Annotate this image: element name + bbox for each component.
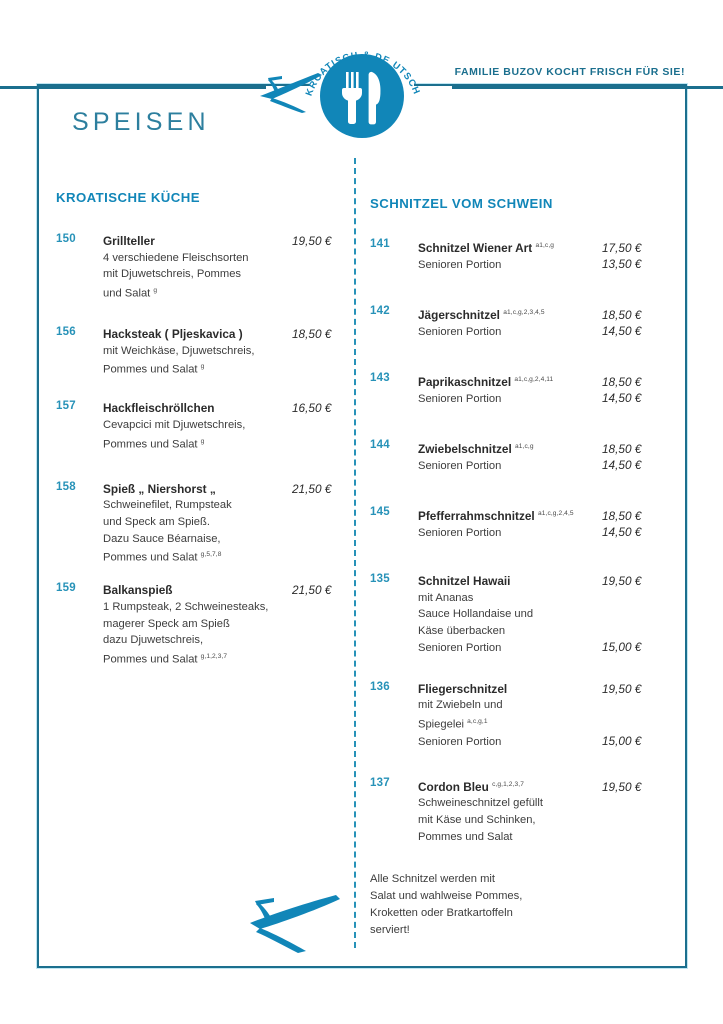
item-name: Balkanspieß xyxy=(103,583,173,598)
item-desc-line: mit Djuwetschreis, Pommes xyxy=(103,268,242,281)
item-name xyxy=(418,439,540,457)
item-number: 157 xyxy=(56,400,76,413)
item-desc-line xyxy=(418,714,660,733)
allergen-sup: a1,c,g xyxy=(535,242,555,249)
item-desc-line: Schweineschnitzel gefüllt xyxy=(418,797,543,810)
item-name xyxy=(418,506,580,524)
menu-item[interactable] xyxy=(56,481,346,567)
item-desc-line: und Speck am Spieß. xyxy=(103,515,210,528)
allergen-sup: a1,c,g,2,3,4,5 xyxy=(503,309,545,317)
menu-item[interactable] xyxy=(56,400,346,452)
glider-plane-decoration-icon xyxy=(240,893,350,955)
item-price: 19,50 € xyxy=(602,779,642,794)
item-price: 18,50 € xyxy=(602,307,642,322)
item-desc-text: Pommes und Salat xyxy=(103,363,198,376)
senior-portion-price: 14,50 € xyxy=(602,324,642,339)
left-column xyxy=(56,190,346,682)
allergen-sup: g,5,7,8 xyxy=(200,551,222,559)
menu-item[interactable] xyxy=(56,582,346,668)
note-line: Alle Schnitzel werden mit xyxy=(370,873,495,886)
item-price: 18,50 € xyxy=(602,508,642,523)
item-name-text: Zwiebelschnitzel xyxy=(418,441,512,456)
senior-portion-price: 14,50 € xyxy=(602,391,642,406)
item-desc-text: Pommes und Salat xyxy=(103,653,198,666)
allergen-sup: g xyxy=(200,437,205,445)
note-line: Kroketten oder Bratkartoffeln xyxy=(370,907,513,920)
menu-item[interactable] xyxy=(370,305,660,341)
item-name xyxy=(418,305,551,323)
item-desc-line xyxy=(103,434,346,453)
item-number: 135 xyxy=(370,573,390,586)
senior-portion-label: Senioren Portion xyxy=(418,259,502,272)
item-desc-line: mit Weichkäse, Djuwetschreis, xyxy=(103,344,255,357)
menu-item[interactable] xyxy=(56,233,346,302)
item-desc-line xyxy=(103,547,346,566)
item-desc-line: dazu Djuwetschreis, xyxy=(103,634,204,647)
menu-item[interactable] xyxy=(370,439,660,475)
allergen-sup: g xyxy=(200,363,205,371)
item-desc-text: und Salat xyxy=(103,287,151,300)
senior-portion-label: Senioren Portion xyxy=(418,393,502,406)
item-price: 18,50 € xyxy=(292,327,332,342)
senior-portion-price: 14,50 € xyxy=(602,525,642,540)
item-desc-line: Cevapcici mit Djuwetschreis, xyxy=(103,418,246,431)
item-price: 17,50 € xyxy=(602,240,642,255)
item-name: Fliegerschnitzel xyxy=(418,681,508,696)
logo-arc-label: KROATISCH & DE UTSCH xyxy=(302,48,423,98)
item-desc-line xyxy=(103,649,346,668)
item-price: 16,50 € xyxy=(292,401,332,416)
item-name-text: Paprikaschnitzel xyxy=(418,374,512,389)
item-name: Grillteller xyxy=(103,234,155,248)
item-desc-line xyxy=(103,283,346,302)
item-price: 19,50 € xyxy=(292,234,332,248)
item-desc-text: Spiegelei xyxy=(418,718,465,731)
item-name: Hackfleischröllchen xyxy=(103,401,215,416)
item-number: 150 xyxy=(56,233,76,245)
item-number: 136 xyxy=(370,680,390,693)
allergen-sup: a1,c,g xyxy=(515,443,534,451)
right-column xyxy=(370,196,660,939)
item-desc-line: 4 verschiedene Fleischsorten xyxy=(103,251,249,264)
note-line: Salat und wahlweise Pommes, xyxy=(370,890,523,903)
item-number: 141 xyxy=(370,238,390,250)
senior-portion-label: Senioren Portion xyxy=(418,736,502,749)
menu-item[interactable] xyxy=(370,681,660,751)
item-name xyxy=(418,777,530,795)
item-desc-line: Pommes und Salat xyxy=(418,830,513,843)
menu-item[interactable] xyxy=(370,573,660,657)
section-title-schnitzel-vom-schwein: SCHNITZEL VOM SCHWEIN xyxy=(370,196,553,211)
item-price: 18,50 € xyxy=(602,374,642,389)
item-number: 142 xyxy=(370,305,390,318)
item-desc-line: mit Ananas xyxy=(418,591,474,604)
senior-portion-label: Senioren Portion xyxy=(418,460,502,473)
header-rule-left xyxy=(0,86,266,89)
allergen-sup: a,c,g,1 xyxy=(467,718,488,726)
menu-item[interactable] xyxy=(56,326,346,378)
allergen-sup: c,g,1,2,3,7 xyxy=(492,780,524,788)
item-number: 144 xyxy=(370,439,390,452)
item-name: Hacksteak ( Pljeskavica ) xyxy=(103,327,243,342)
allergen-sup: a1,c,g,2,4,5 xyxy=(537,510,574,518)
item-desc-line: mit Zwiebeln und xyxy=(418,699,503,712)
item-name: Schnitzel Hawaii xyxy=(418,574,511,589)
item-desc-line: 1 Rumpsteak, 2 Schweinesteaks, xyxy=(103,600,269,613)
item-number: 158 xyxy=(56,480,76,493)
item-desc-text: Pommes und Salat xyxy=(103,551,198,564)
item-name: Spieß „ Niershorst „ xyxy=(103,481,216,496)
menu-item[interactable] xyxy=(370,238,660,274)
item-number: 143 xyxy=(370,372,390,385)
item-name xyxy=(418,372,559,390)
restaurant-logo xyxy=(256,26,466,126)
menu-item[interactable] xyxy=(370,506,660,542)
allergen-sup: g xyxy=(153,286,158,294)
item-desc-line: magerer Speck am Spieß xyxy=(103,617,230,630)
menu-item[interactable] xyxy=(370,777,660,845)
item-price: 18,50 € xyxy=(602,441,642,456)
item-desc-line xyxy=(103,359,346,378)
note-line: serviert! xyxy=(370,924,410,937)
senior-portion-label: Senioren Portion xyxy=(418,527,502,540)
item-desc-line: mit Käse und Schinken, xyxy=(418,813,536,826)
senior-portion-price: 15,00 € xyxy=(602,640,642,655)
item-name-text: Jägerschnitzel xyxy=(418,307,500,322)
item-number: 137 xyxy=(370,776,390,789)
page-title: SPEISEN xyxy=(72,108,210,136)
schnitzel-note xyxy=(370,871,660,939)
header-rule-right xyxy=(452,86,723,89)
item-number: 156 xyxy=(56,326,76,339)
item-price: 21,50 € xyxy=(292,481,332,496)
allergen-sup: a1,c,g,2,4,11 xyxy=(514,376,554,384)
allergen-sup: g,1,2,3,7 xyxy=(200,652,228,660)
senior-portion-price: 14,50 € xyxy=(602,458,642,473)
section-title-kroatische-kueche: KROATISCHE KÜCHE xyxy=(56,190,200,205)
senior-portion-label: Senioren Portion xyxy=(418,326,502,339)
item-desc-line: Dazu Sauce Béarnaise, xyxy=(103,532,221,545)
item-number: 145 xyxy=(370,506,390,519)
senior-portion-price: 15,00 € xyxy=(602,734,642,749)
header-tagline: FAMILIE BUZOV KOCHT FRISCH FÜR SIE! xyxy=(454,66,685,78)
column-divider xyxy=(354,158,356,948)
item-price: 19,50 € xyxy=(602,681,642,696)
item-desc-line: Käse überbacken xyxy=(418,624,506,637)
item-number: 159 xyxy=(56,582,76,595)
item-desc-line: Sauce Hollandaise und xyxy=(418,608,534,621)
senior-portion-label: Senioren Portion xyxy=(418,642,502,655)
senior-portion-price: 13,50 € xyxy=(602,257,642,272)
item-name-text: Cordon Bleu xyxy=(418,779,489,794)
item-name xyxy=(418,238,560,256)
item-price: 21,50 € xyxy=(292,583,332,598)
item-desc-text: Pommes und Salat xyxy=(103,438,198,451)
item-price: 19,50 € xyxy=(602,574,642,589)
fork-knife-icon xyxy=(320,54,404,138)
item-desc-line: Schweinefilet, Rumpsteak xyxy=(103,499,232,512)
menu-item[interactable] xyxy=(370,372,660,408)
item-name-text: Pfefferrahmschnitzel xyxy=(418,508,535,523)
item-name-text: Schnitzel Wiener Art xyxy=(418,240,533,255)
